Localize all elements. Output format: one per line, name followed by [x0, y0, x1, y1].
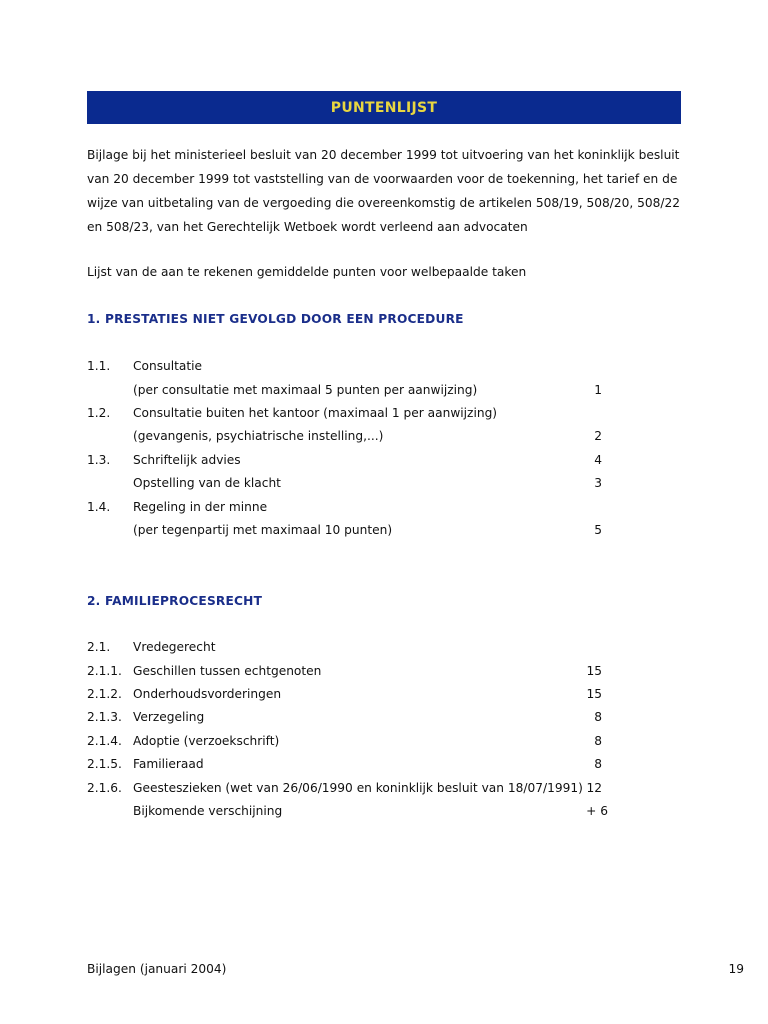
item-points: + 6 — [586, 804, 608, 818]
table-row — [0, 378, 768, 402]
page-number: 19 — [728, 962, 744, 976]
item-text: Onderhoudsvorderingen — [133, 687, 282, 701]
table-row — [0, 776, 768, 800]
section-2-heading: 2. FAMILIEPROCESRECHT — [87, 594, 263, 608]
item-number: 2.1.3. — [87, 710, 122, 724]
item-number: 2.1.2. — [87, 687, 122, 701]
item-text: (gevangenis, psychiatrische instelling,...) — [133, 429, 384, 443]
table-row — [0, 729, 768, 753]
item-text: Vredegerecht — [133, 640, 216, 654]
item-text: Geschillen tussen echtgenoten — [133, 664, 322, 678]
table-row — [0, 471, 768, 495]
item-points: 8 — [594, 710, 602, 724]
item-points: 1 — [594, 383, 602, 397]
item-points: 4 — [594, 453, 602, 467]
table-row — [0, 705, 768, 729]
item-number: 2.1.4. — [87, 734, 122, 748]
page-title: PUNTENLIJST — [330, 99, 438, 116]
item-points: 5 — [594, 523, 602, 537]
item-number: 1.4. — [87, 500, 111, 514]
item-text: Schriftelijk advies — [133, 453, 241, 467]
item-text: Opstelling van de klacht — [133, 476, 281, 490]
table-row — [0, 682, 768, 706]
item-number: 1.2. — [87, 406, 111, 420]
item-points: 8 — [594, 757, 602, 771]
item-text: Bijkomende verschijning — [133, 804, 283, 818]
item-text: Familieraad — [133, 757, 204, 771]
item-number: 2.1.5. — [87, 757, 122, 771]
footer-label: Bijlagen (januari 2004) — [87, 962, 227, 976]
item-number: 1.1. — [87, 359, 111, 373]
item-points: 2 — [594, 429, 602, 443]
item-points: 15 — [586, 664, 602, 678]
table-row — [0, 354, 768, 378]
table-row — [0, 424, 768, 448]
item-text: Verzegeling — [133, 710, 205, 724]
item-text: (per tegenpartij met maximaal 10 punten) — [133, 523, 393, 537]
table-row — [0, 635, 768, 659]
table-row — [0, 752, 768, 776]
table-row — [0, 448, 768, 472]
item-points: 8 — [594, 734, 602, 748]
title-banner — [87, 91, 681, 124]
subtitle-paragraph: Lijst van de aan te rekenen gemiddelde punten voor welbepaalde taken — [87, 265, 527, 279]
item-text: Geesteszieken (wet van 26/06/1990 en koninklijk besluit van 18/07/1991) — [133, 781, 583, 795]
table-row — [0, 495, 768, 519]
table-row — [0, 518, 768, 542]
table-row — [0, 659, 768, 683]
item-number: 2.1.1. — [87, 664, 122, 678]
intro-paragraph: Bijlage bij het ministerieel besluit van 20 december 1999 tot uitvoering van het koninklijk besluit van 20 december 1999 tot vaststelling van de voorwaarden voor de toekenning, het tarief en de wijze van uitbetaling van de vergoeding die overeenkomstig de artikelen 508/19, 508/20, 508/22 en 508/23, van het Gerechtelijk Wetboek wordt verleend aan advocaten — [87, 148, 680, 234]
table-row — [0, 401, 768, 425]
item-number: 2.1. — [87, 640, 111, 654]
item-number: 1.3. — [87, 453, 111, 467]
section-1-heading: 1. PRESTATIES NIET GEVOLGD DOOR EEN PROCEDURE — [87, 312, 464, 326]
item-points: 3 — [594, 476, 602, 490]
item-text: Adoptie (verzoekschrift) — [133, 734, 280, 748]
item-text: Regeling in der minne — [133, 500, 268, 514]
table-row — [0, 799, 768, 823]
item-points: 12 — [586, 781, 602, 795]
item-number: 2.1.6. — [87, 781, 122, 795]
item-text: Consultatie buiten het kantoor (maximaal 1 per aanwijzing) — [133, 406, 498, 420]
item-text: Consultatie — [133, 359, 203, 373]
item-text: (per consultatie met maximaal 5 punten per aanwijzing) — [133, 383, 478, 397]
item-points: 15 — [586, 687, 602, 701]
